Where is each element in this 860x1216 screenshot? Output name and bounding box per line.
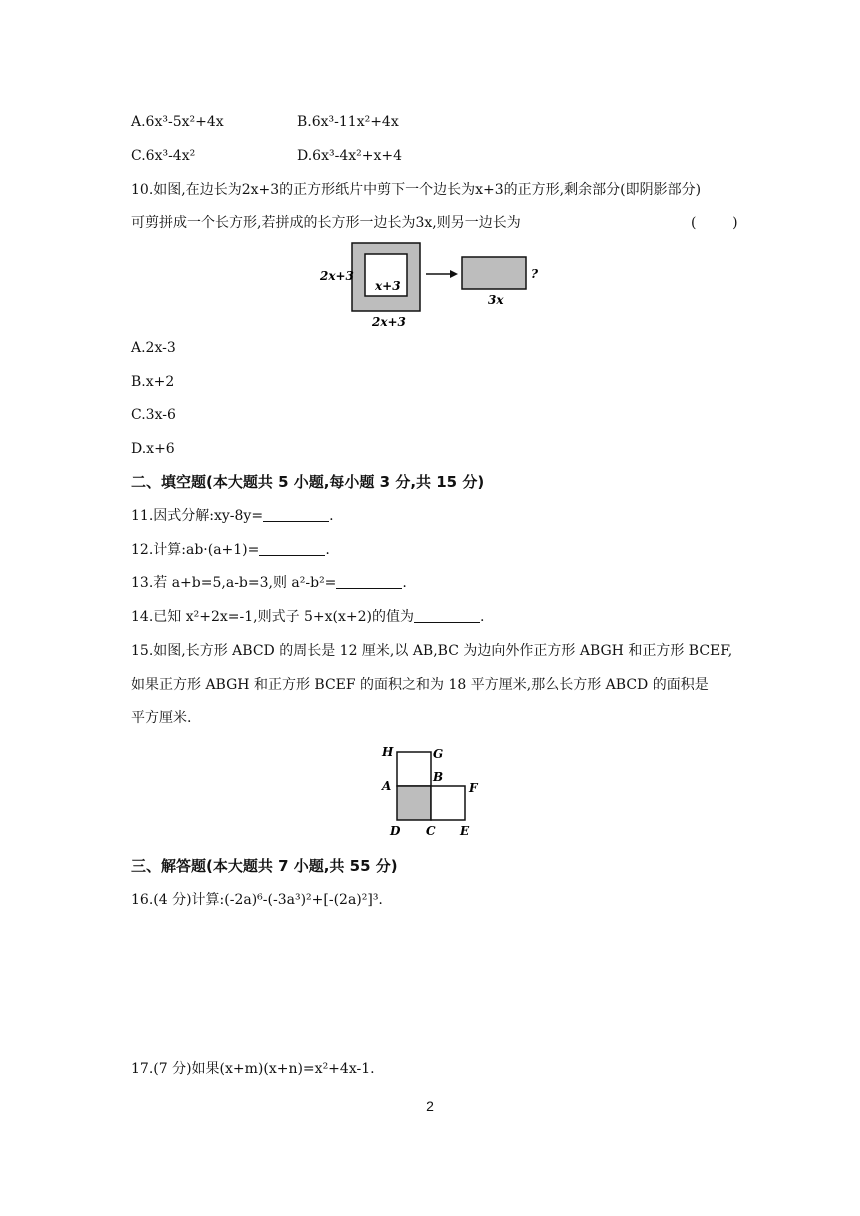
q15-label-f: F bbox=[469, 781, 478, 795]
q12 bbox=[131, 540, 330, 560]
q15-label-b: B bbox=[433, 770, 444, 784]
q10-rect-bottom-label: 3x bbox=[488, 293, 504, 307]
q11 bbox=[131, 506, 334, 526]
q10-option-a: A.2x-3 bbox=[131, 340, 176, 356]
q14-text: 14.已知 x²+2x=-1,则式子 5+x(x+2)的值为 bbox=[131, 609, 415, 625]
q15-label-d: D bbox=[390, 824, 401, 838]
q12-blank[interactable] bbox=[259, 541, 325, 556]
q13 bbox=[131, 573, 407, 593]
q15-figure bbox=[378, 744, 482, 840]
q15-stem-line2: 如果正方形 ABGH 和正方形 BCEF 的面积之和为 18 平方厘米,那么长方形 ABCD 的面积是 bbox=[131, 677, 709, 693]
q15-square-bcef bbox=[431, 786, 465, 820]
q9-option-b: B.6x³-11x²+4x bbox=[297, 114, 399, 130]
section3-title: 三、解答题(本大题共 7 小题,共 55 分) bbox=[131, 857, 398, 875]
q9-option-a: A.6x³-5x²+4x bbox=[131, 114, 224, 130]
q10-figure bbox=[318, 240, 548, 332]
q15-rect-abcd bbox=[397, 786, 431, 820]
q17-text: 17.(7 分)如果(x+m)(x+n)=x²+4x-1. bbox=[131, 1061, 375, 1077]
q10-option-d: D.x+6 bbox=[131, 441, 175, 457]
q10-arrow-head bbox=[450, 270, 458, 278]
q15-stem-line3: 平方厘米. bbox=[131, 710, 192, 726]
q14 bbox=[131, 607, 484, 627]
q15-label-h: H bbox=[382, 745, 394, 759]
q12-text: 12.计算:ab·(a+1)= bbox=[131, 542, 260, 558]
page-number: 2 bbox=[426, 1098, 434, 1114]
q12-end: . bbox=[325, 542, 330, 558]
q10-outer-bottom-label: 2x+3 bbox=[372, 315, 406, 329]
q13-text: 13.若 a+b=5,a-b=3,则 a²-b²= bbox=[131, 575, 337, 591]
q15-label-e: E bbox=[460, 824, 470, 838]
q9-option-d: D.6x³-4x²+x+4 bbox=[297, 148, 402, 164]
q14-blank[interactable] bbox=[414, 608, 480, 623]
q9-option-c: C.6x³-4x² bbox=[131, 148, 196, 164]
q10-rect-right-label: ? bbox=[531, 267, 539, 281]
q15-stem-line1: 15.如图,长方形 ABCD 的周长是 12 厘米,以 AB,BC 为边向外作正方形 ABGH 和正方形 BCEF, bbox=[131, 643, 733, 659]
q15-label-c: C bbox=[426, 824, 436, 838]
q10-stem-line1: 10.如图,在边长为2x+3的正方形纸片中剪下一个边长为x+3的正方形,剩余部分(即阴影部分) bbox=[131, 182, 702, 198]
q10-result-rect bbox=[462, 257, 526, 289]
q15-label-a: A bbox=[382, 779, 392, 793]
q10-option-b: B.x+2 bbox=[131, 374, 175, 390]
q15-label-g: G bbox=[433, 747, 444, 761]
q13-end: . bbox=[402, 575, 407, 591]
q10-stem-line2: 可剪拼成一个长方形,若拼成的长方形一边长为3x,则另一边长为 bbox=[131, 215, 521, 231]
q16-text: 16.(4 分)计算:(-2a)⁶-(-3a³)²+[-(2a)²]³. bbox=[131, 892, 383, 908]
q10-outer-left-label: 2x+3 bbox=[320, 269, 354, 283]
q11-blank[interactable] bbox=[263, 507, 329, 522]
q10-option-c: C.3x-6 bbox=[131, 407, 176, 423]
q11-text: 11.因式分解:xy-8y= bbox=[131, 508, 264, 524]
q10-answer-paren: ( ) bbox=[691, 215, 738, 231]
section2-title: 二、填空题(本大题共 5 小题,每小题 3 分,共 15 分) bbox=[131, 473, 485, 491]
q11-end: . bbox=[329, 508, 334, 524]
q10-inner-label: x+3 bbox=[375, 279, 401, 293]
q13-blank[interactable] bbox=[336, 574, 402, 589]
q14-end: . bbox=[480, 609, 485, 625]
q15-square-abgh bbox=[397, 752, 431, 786]
